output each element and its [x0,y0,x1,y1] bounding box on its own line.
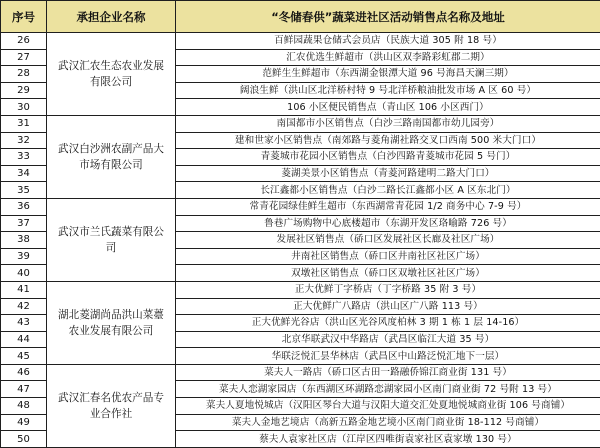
sales-point-name-address: 正大优鲜丁字桥店（丁字桥路 35 附 3 号） [176,281,600,298]
row-number: 43 [1,315,47,332]
row-number: 31 [1,115,47,132]
row-number: 38 [1,232,47,249]
row-number: 47 [1,381,47,398]
sales-point-name-address: 北京华联武汉中华路店（武昌区临江大道 35 号） [176,331,600,348]
header-num: 序号 [1,1,47,33]
sales-point-name-address: 菜夫人一路店（硚口区古田一路融侨锦江商业街 131 号） [176,364,600,381]
row-number: 45 [1,348,47,365]
sales-point-name-address: 菜夫人夏地悦城店（汉阳区琴台大道与汉阳大道交汇处夏地悦城商业街 106 号商铺） [176,398,600,415]
row-number: 30 [1,99,47,116]
table-row [1,33,600,50]
row-number: 42 [1,298,47,315]
row-number: 44 [1,331,47,348]
sales-point-name-address: 阔浪生鲜（洪山区北洋桥村特 9 号北洋桥粮油批发市场 A 区 60 号） [176,82,600,99]
sales-point-name-address: 双墩社区销售点（硚口区双墩社区社区广场） [176,265,600,282]
row-number: 28 [1,66,47,83]
row-number: 26 [1,33,47,50]
table-row [1,364,600,381]
sales-point-name-address: 菱湖美景小区销售点（青菱河路建明二路大门口） [176,165,600,182]
row-number: 37 [1,215,47,232]
row-number: 29 [1,82,47,99]
row-number: 35 [1,182,47,199]
row-number: 40 [1,265,47,282]
row-number: 34 [1,165,47,182]
sales-point-name-address: 蔡夫人袁家社区店（江岸区四唯街袁家社区袁家墩 130 号） [176,431,600,448]
sales-point-name-address: 范鲜生生鲜超市（东西湖金银潭大道 96 号海昌天澜三期） [176,66,600,83]
table-row [1,115,600,132]
row-number: 32 [1,132,47,149]
sales-point-name-address: 常青花园绿佳鲜生超市（东西湖常青花园 1/2 商务中心 7-9 号） [176,198,600,215]
header-row [1,1,600,33]
sales-point-name-address: 长江鑫都小区销售点（白沙二路长江鑫都小区 A 区东北门） [176,182,600,199]
table-header [1,1,600,33]
sales-point-name-address: 菜夫人金地艺境店（高新五路金地艺境小区南门商业街 18-112 号商铺） [176,414,600,431]
row-number: 48 [1,398,47,415]
sales-point-name-address: 正大优鲜广八路店（洪山区广八路 113 号） [176,298,600,315]
row-number: 39 [1,248,47,265]
company-name: 武汉汇春名优农产品专业合作社 [47,364,176,447]
row-number: 36 [1,198,47,215]
company-name: 武汉市兰氏蔬菜有限公司 [47,198,176,281]
row-number: 41 [1,281,47,298]
sales-point-name-address: 百鲜园蔬果仓储式会员店（民族大道 305 附 18 号） [176,33,600,50]
table-row [1,281,600,298]
row-number: 33 [1,149,47,166]
company-name: 武汉汇农生态农业发展有限公司 [47,33,176,116]
sales-point-name-address: 发展社区销售点（硚口区发展社区长廊及社区广场） [176,232,600,249]
sales-point-name-address: 华联泛悦汇昙华林店（武昌区中山路泛悦汇地下一层） [176,348,600,365]
sales-point-name-address: 106 小区便民销售点（青山区 106 小区西门） [176,99,600,116]
row-number: 27 [1,49,47,66]
table-body [1,33,600,448]
row-number: 49 [1,414,47,431]
header-company: 承担企业名称 [47,1,176,33]
header-site: “冬储春供”蔬菜进社区活动销售点名称及地址 [176,1,600,33]
company-name: 武汉白沙洲农副产品大市场有限公司 [47,115,176,198]
row-number: 46 [1,364,47,381]
sales-point-name-address: 正大优鲜光谷店（洪山区光谷风度柏林 3 期 1 栋 1 层 14-16） [176,315,600,332]
table-row [1,198,600,215]
row-number: 50 [1,431,47,448]
sales-point-name-address: 南国都市小区销售点（白沙三路南国都市幼儿园旁） [176,115,600,132]
sales-point-name-address: 菜夫人恋湖家园店（东西湖区环湖路恋湖家园小区南门商业街 72 号附 13 号） [176,381,600,398]
company-name: 湖北菱湖尚品洪山菜薹农业发展有限公司 [47,281,176,364]
sales-point-name-address: 井南社区销售点（硚口区井南社区社区广场） [176,248,600,265]
sales-point-name-address: 鲁巷广场购物中心底楼超市（东湖开发区珞喻路 726 号） [176,215,600,232]
sales-point-name-address: 建和世家小区销售点（南郊路与菱角湖社路交叉口西南 500 米大门口） [176,132,600,149]
sales-point-name-address: 青菱城市花园小区销售点（白沙四路青菱城市花园 5 号门） [176,149,600,166]
sales-point-name-address: 汇农优选生鲜超市（洪山区双李路彩虹郡二期） [176,49,600,66]
